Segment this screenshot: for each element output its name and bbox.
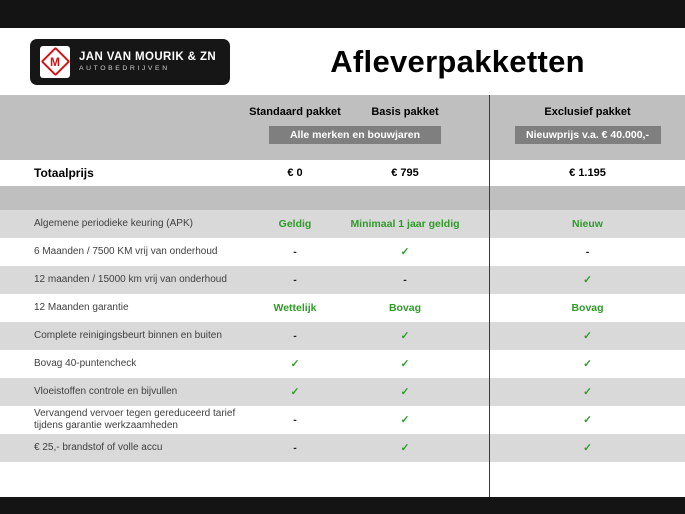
included-check-icon: ✓ (400, 330, 410, 342)
feature-value: Wettelijk (273, 302, 317, 314)
feature-label: Vloeistoffen controle en bijvullen (34, 385, 178, 397)
not-included-dash: - (293, 414, 297, 426)
logo-company-name: JAN VAN MOURIK & ZN (79, 51, 217, 63)
page-header (0, 28, 685, 95)
included-check-icon: ✓ (400, 442, 410, 454)
feature-label: Vervangend vervoer tegen gereduceerd tarief tijdens garantie werkzaamheden (34, 407, 236, 431)
feature-row (0, 434, 685, 462)
badge-nieuwprijs: Nieuwprijs v.a. € 40.000,- (515, 126, 661, 144)
feature-value: Bovag (571, 302, 604, 314)
feature-value: Nieuw (572, 218, 603, 230)
included-check-icon: ✓ (400, 246, 410, 258)
badge-right-wrap (490, 126, 685, 144)
package-column-headers (0, 106, 685, 118)
included-check-icon: ✓ (583, 386, 592, 398)
feature-row (0, 266, 685, 294)
not-included-dash: - (293, 246, 297, 258)
spacer-band (0, 186, 685, 210)
not-included-dash: - (403, 274, 407, 286)
package-badges (0, 126, 685, 144)
not-included-dash: - (293, 274, 297, 286)
total-price-exclusief: € 1.195 (569, 167, 606, 179)
included-check-icon: ✓ (583, 330, 592, 342)
top-bar (0, 0, 685, 28)
column-header-basis: Basis pakket (371, 106, 439, 118)
feature-row (0, 378, 685, 406)
logo-text (79, 51, 216, 72)
feature-row (0, 294, 685, 322)
feature-row (0, 350, 685, 378)
page-title: Afleverpakketten (330, 43, 585, 79)
badge-alle-merken: Alle merken en bouwjaren (269, 126, 441, 144)
column-header-standaard: Standaard pakket (249, 106, 341, 118)
included-check-icon: ✓ (290, 386, 300, 398)
feature-table (0, 210, 685, 462)
feature-value: Minimaal 1 jaar geldig (350, 218, 460, 230)
feature-label: 6 Maanden / 7500 KM vrij van onderhoud (34, 245, 218, 257)
feature-row (0, 210, 685, 238)
included-check-icon: ✓ (583, 274, 592, 286)
included-check-icon: ✓ (583, 414, 592, 426)
included-check-icon: ✓ (400, 414, 410, 426)
included-check-icon: ✓ (583, 442, 592, 454)
logo-subtitle: AUTOBEDRIJVEN (79, 65, 170, 72)
totaalprijs-label: Totaalprijs (34, 166, 94, 180)
feature-value: Bovag (388, 302, 422, 314)
feature-label: € 25,- brandstof of volle accu (34, 441, 163, 453)
feature-label: Algemene periodieke keuring (APK) (34, 217, 193, 229)
logo-monogram: M (50, 54, 60, 69)
feature-row (0, 322, 685, 350)
not-included-dash: - (293, 442, 297, 454)
totaalprijs-row (0, 160, 685, 186)
badge-left-wrap (245, 126, 465, 144)
dealer-logo (30, 39, 230, 85)
not-included-dash: - (585, 246, 590, 258)
feature-label: Bovag 40-puntencheck (34, 357, 137, 369)
package-header-band (0, 95, 685, 160)
total-price-standaard: € 0 (287, 167, 303, 179)
feature-label: Complete reinigingsbeurt binnen en buiten (34, 329, 222, 341)
not-included-dash: - (293, 330, 297, 342)
included-check-icon: ✓ (583, 358, 592, 370)
feature-label: 12 Maanden garantie (34, 301, 129, 313)
bottom-bar (0, 497, 685, 514)
exclusief-column-divider (489, 95, 490, 497)
column-header-exclusief: Exclusief pakket (544, 106, 631, 118)
included-check-icon: ✓ (400, 386, 410, 398)
feature-row (0, 238, 685, 266)
included-check-icon: ✓ (400, 358, 410, 370)
feature-value: Geldig (278, 218, 312, 230)
total-price-basis: € 795 (391, 167, 419, 179)
logo-m-icon (40, 46, 70, 78)
feature-label: 12 maanden / 15000 km vrij van onderhoud (34, 273, 227, 285)
feature-row (0, 406, 685, 434)
included-check-icon: ✓ (290, 358, 300, 370)
